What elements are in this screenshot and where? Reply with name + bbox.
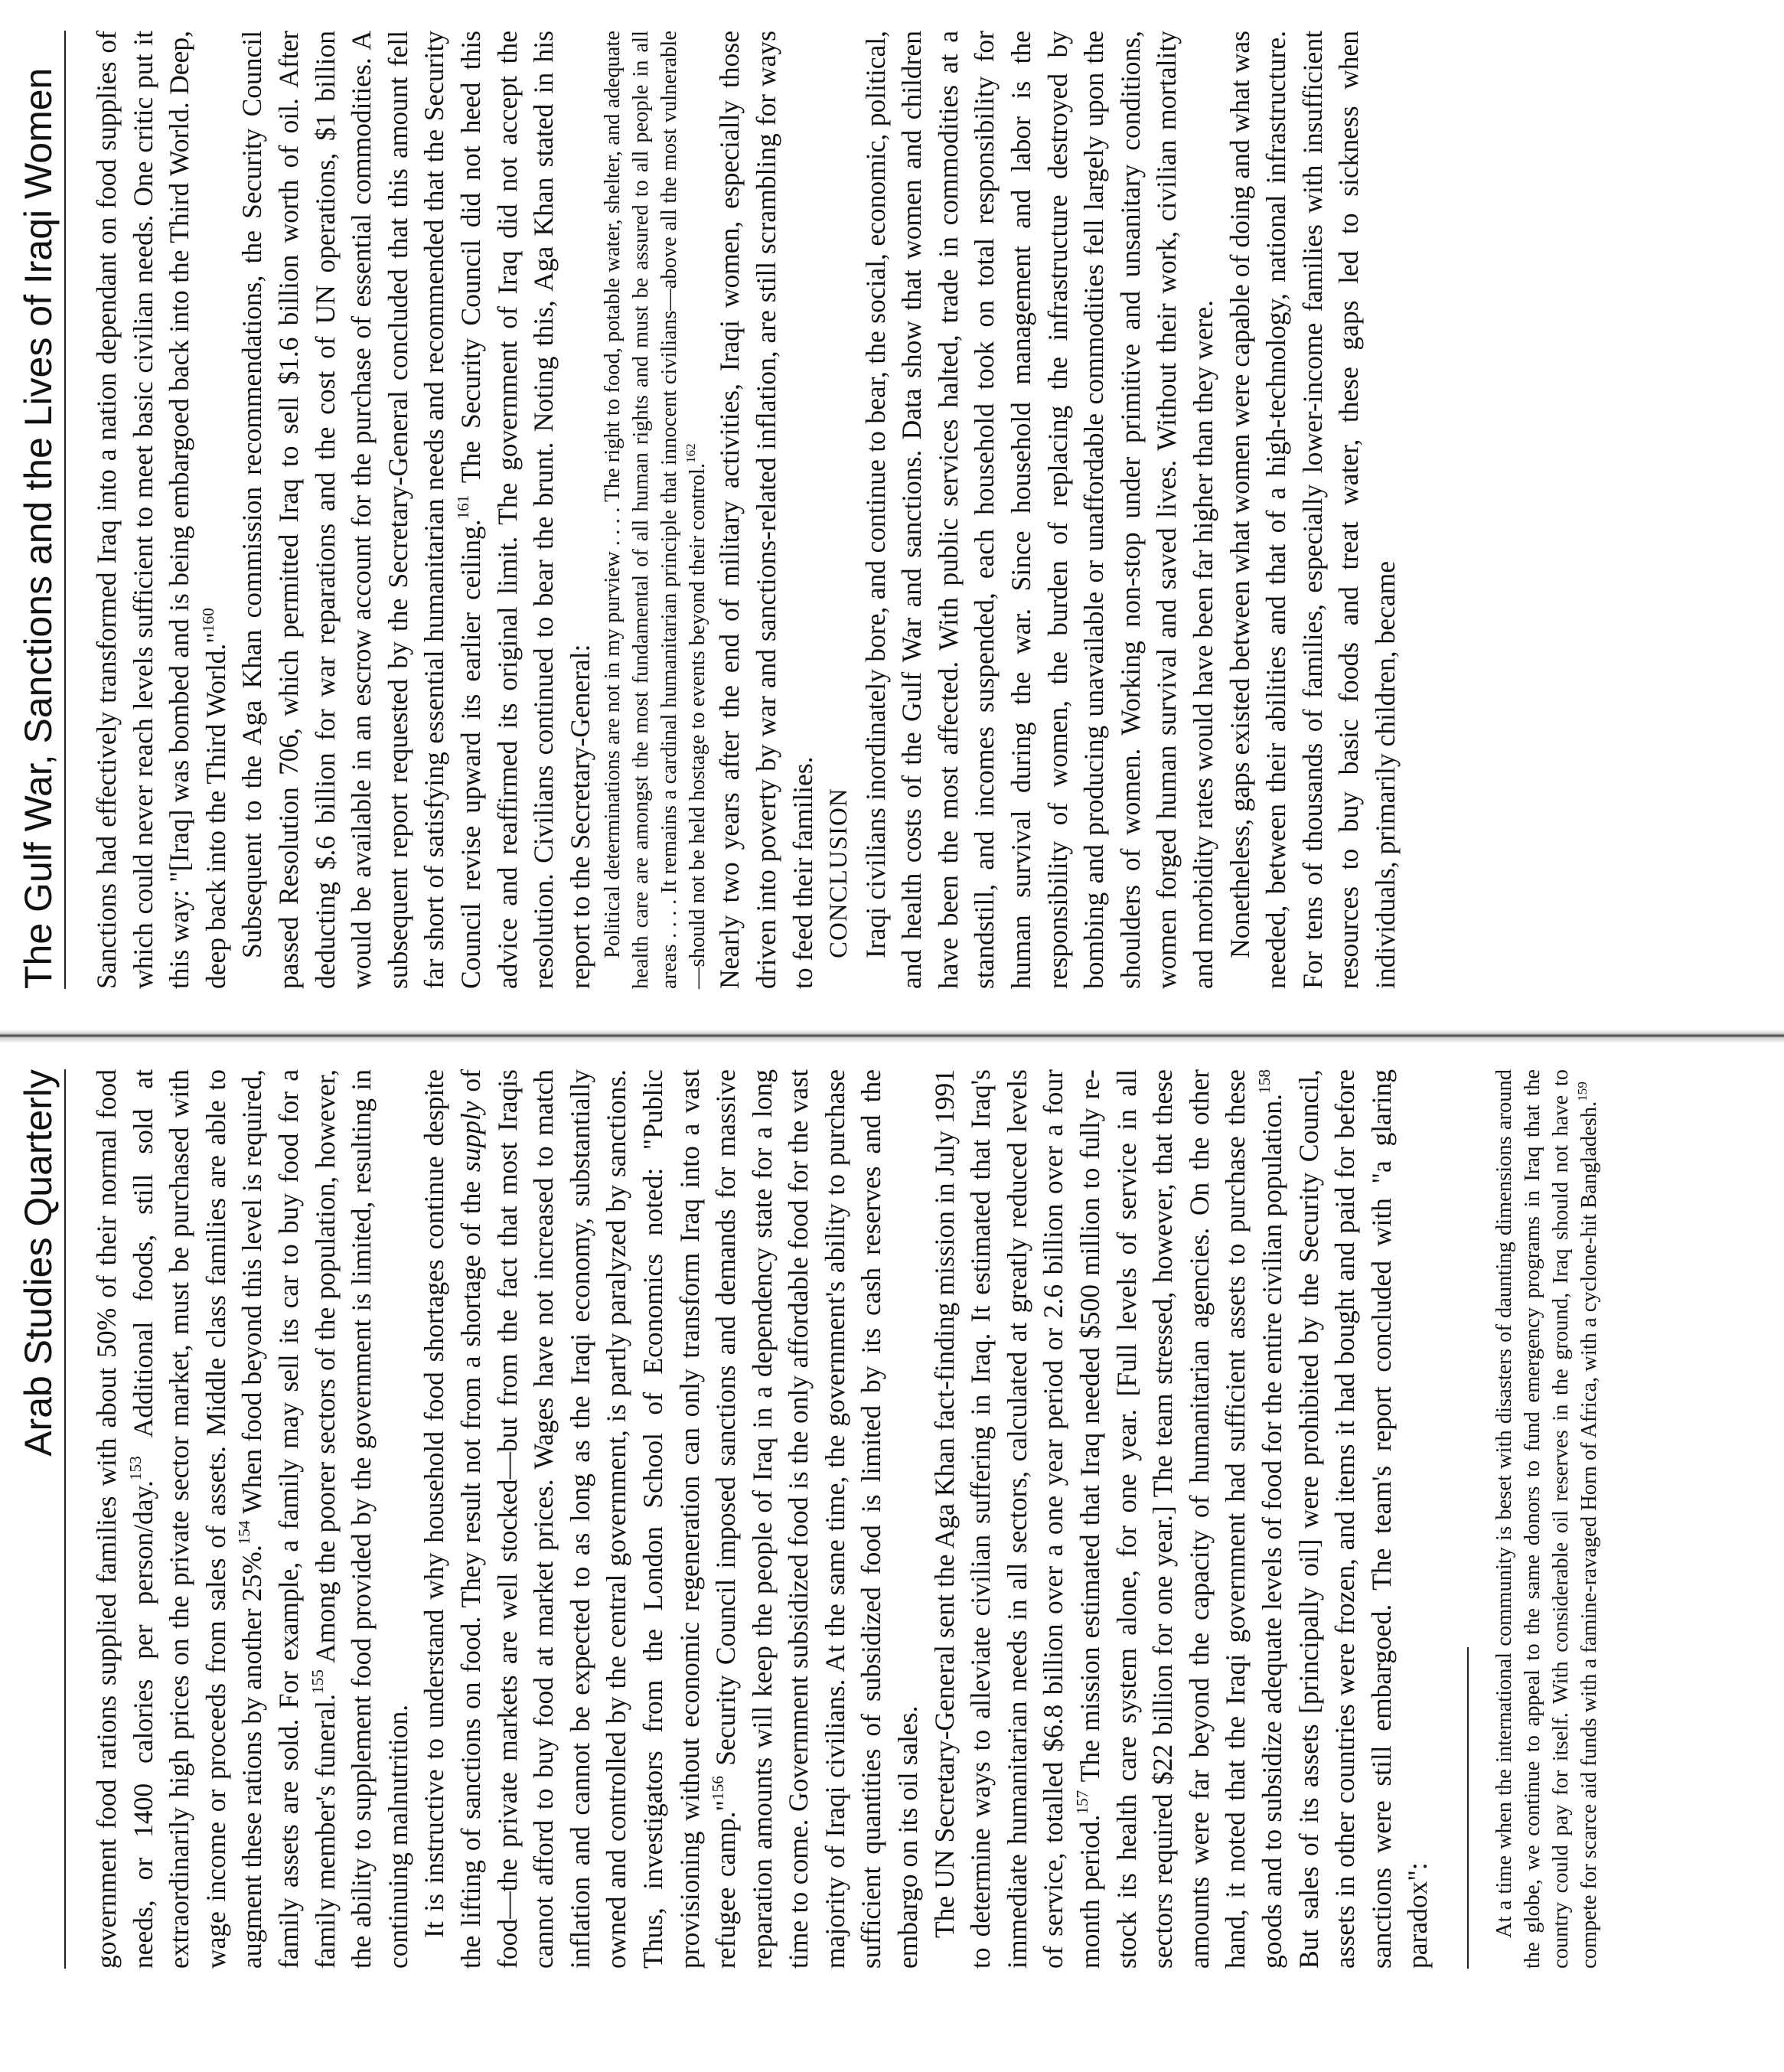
header-rule: [64, 1069, 66, 1969]
footnote-reference: 157: [1073, 1790, 1092, 1815]
body-paragraph: Nearly two years after the end of military activities, Iraqi women, especially those driven into poverty by war and sanctions-related inflation, are still scrambling for ways to feed their families.: [714, 31, 818, 989]
footnote-reference: 154: [235, 1520, 254, 1545]
section-heading: CONCLUSION: [825, 788, 853, 958]
right-page: [0, 0, 1784, 1031]
body-paragraph: Iraqi civilians inordinately bore, and continue to bear, the social, economic, political, and health costs of the Gulf War and sanctions. Data show that women and children have been the most affected. With public services halted, trade in commodities at a standstill, and incomes suspended, each household took on total responsibility for human survival during the war. Since household management and labor is the responsibility of women, the burden of replacing the infrastructure destroyed by bombing and producing unavailable or unaffordable commodities fell largely upon the shoulders of women. Working non-stop under primitive and unsanitary conditions, women forged human survival and saved lives. Without their work, civilian mortality and morbidity rates would have been far higher than they were.: [859, 31, 1219, 989]
block-quotation: Political determinations are not in my purview . . . . The right to food, potable water, shelter, and adequate health care are amongst the most fundamental of all human rights and must be assured to all people in all areas . . . . It remains a cardinal humanitarian principle that innocent civilians—above all the most vulnerable—should not be held hostage to events beyond their control.$^{162}$: [601, 31, 710, 989]
footnote-reference: 161: [454, 494, 473, 520]
footnote-reference: 160: [198, 608, 217, 633]
body-paragraph: Nonetheless, gaps existed between what women were capable of doing and what was needed, between their abilities and that of a high-technology, national infrastructure. For tens of thousands of families, especially lower-income families with insufficient resources to buy basic foods and treat water, these gaps led to sickness when individuals, primarily children, became: [1224, 31, 1401, 989]
footnote-reference: 153: [126, 1456, 145, 1481]
body-paragraph: Subsequent to the Aga Khan commission recommendations, the Security Council passed Resolution 706, which permitted Iraq to sell $1.6 billion worth of oil. After deducting $.6 billion for war reparations and the cost of UN operations, $1 billion would be available in an escrow account for the purchase of essential commodities. A subsequent report requested by the Secretary-General concluded that this amount fell far short of satisfying essential humanitarian needs and recommended that the Security Council revise upward its earlier ceiling.$^{161}$ The Security Council did not heed this advice and reaffirmed its original limit. The government of Iraq did not accept the resolution. Civilians continued to bear the brunt. Noting this, Aga Khan stated in his report to the Secretary-General:: [236, 31, 595, 989]
footnote-reference: 162: [683, 443, 699, 463]
left-page-body: [89, 1069, 1437, 1969]
body-paragraph: Sanctions had effectively transformed Iraq into a nation dependant on food supplies of which could never reach levels sufficient to meet basic civilian needs. One critic put it this way: "[Iraq] was bombed and is being embargoed back into the Third World. Deep, deep back into the Third World."$^{160}$: [91, 31, 231, 989]
right-page-body: [89, 31, 1404, 989]
book-gutter: [0, 1029, 1784, 1043]
header-rule: [64, 31, 66, 989]
running-head-journal-title: Arab Studies Quarterly: [17, 1069, 60, 1457]
body-paragraph: government food rations supplied families with about 50% of their normal food needs, or 1400 calories per person/day.$^{153}$ Additional foods, still sold at extraordinarily high prices on the private sector market, must be purchased with wage income or proceeds from sales of assets. Middle class families are able to augment these rations by another 25%.$^{154}$ When food beyond this level is required, family assets are sold. For example, a family may sell its car to buy food for a family member's funeral.$^{155}$ Among the poorer sectors of the population, however, the ability to supplement food provided by the government is limited, resulting in continuing malnutrition.: [91, 1069, 413, 1969]
body-paragraph: It is instructive to understand why household food shortages continue despite the lifting of sanctions on food. They result not from a shortage of the supply of food—the private markets are well stocked—but from the fact that most Iraqis cannot afford to buy food at market prices. Wages have not increased to match inflation and cannot be expected to as long as the Iraqi economy, substantially owned and controlled by the central government, is partly paralyzed by sanctions. Thus, investigators from the London School of Economics noted: "Public provisioning without economic regeneration can only transform Iraq into a vast refugee camp."$^{156}$ Security Council imposed sanctions and demands for massive reparation amounts will keep the people of Iraq in a dependency state for a long time to come. Government subsidized food is the only affordable food for the vast majority of Iraqi civilians. At the same time, the government's ability to purchase sufficient quantities of subsidized food is limited by its cash reserves and the embargo on its oil sales.: [419, 1069, 924, 1969]
footnote-reference: 159: [1575, 1082, 1590, 1101]
body-paragraph: The UN Secretary-General sent the Aga Khan fact-finding mission in July 1991 to determine ways to alleviate civilian suffering in Iraq. It estimated that Iraq's immediate humanitarian needs in all sectors, calculated at greatly reduced levels of service, totalled $6.8 billion over a one year period or 2.6 billion over a four month period.$^{157}$ The mission estimated that Iraq needed $500 million to fully re-stock its health care system alone, for one year. [Full levels of service in all sectors required $22 billion for one year.] The team stressed, however, that these amounts were far beyond the capacity of humanitarian agencies. On the other hand, it noted that the Iraqi government had sufficient assets to purchase these goods and to subsidize adequate levels of food for the entire civilian population.$^{158}$ But sales of its assets [principally oil] were prohibited by the Security Council, assets in other countries were frozen, and items it had bought and paid for before sanctions were still embargoed. The team's report concluded with "a glaring paradox":: [928, 1069, 1433, 1969]
block-quotation: At a time when the international community is beset with disasters of daunting dimensions around the globe, we continue to appeal to the same donors to fund emergency programs in Iraq that the country could pay for itself. With considerable oil reserves in the ground, Iraq should not have to compete for scarce aid funds with a famine-ravaged Horn of Africa, with a cyclone-hit Bangladesh.$^{159}$: [1492, 1069, 1602, 1969]
left-page: [0, 1039, 1784, 2072]
footnote-reference: 158: [1255, 1069, 1274, 1094]
emphasized-word: supply: [455, 1101, 486, 1173]
footnote-reference: 155: [308, 1669, 327, 1695]
running-head-article-title: The Gulf War, Sanctions and the Lives of Iraqi Women: [17, 67, 60, 989]
footnote-reference: 156: [709, 1776, 728, 1800]
block-quote-rule: [1467, 1647, 1469, 1969]
